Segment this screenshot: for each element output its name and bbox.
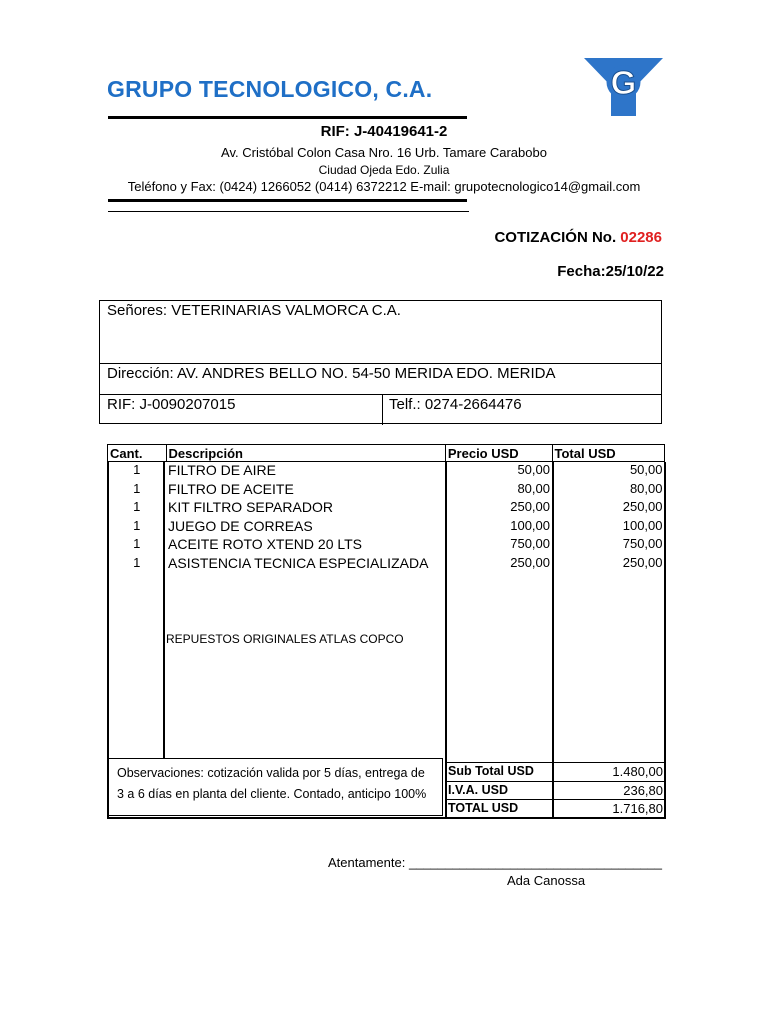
quote-number <box>494 229 662 246</box>
row-description: KIT FILTRO SEPARADOR <box>168 499 333 515</box>
row-total: 750,00 <box>622 536 663 551</box>
logo-letter: G <box>610 64 637 101</box>
row-qty: 1 <box>133 517 141 533</box>
table-header-row <box>108 445 665 462</box>
header-divider-mid <box>108 199 467 202</box>
row-qty: 1 <box>133 554 141 570</box>
client-divider-3 <box>382 394 383 425</box>
company-address: Av. Cristóbal Colon Casa Nro. 16 Urb. Tamare Carabobo <box>221 145 547 160</box>
observations-box <box>107 758 443 816</box>
header-divider-top <box>108 116 467 119</box>
row-price: 80,00 <box>517 480 550 496</box>
quote-label: COTIZACIÓN No. <box>494 229 617 246</box>
row-total: 100,00 <box>622 517 663 533</box>
row-price: 250,00 <box>510 499 550 514</box>
client-box <box>99 300 662 424</box>
row-total: 50,00 <box>629 462 663 477</box>
client-name: Señores: VETERINARIAS VALMORCA C.A. <box>107 302 401 319</box>
table-row <box>108 518 665 537</box>
client-rif: RIF: J-0090207015 <box>107 396 236 413</box>
company-name: GRUPO TECNOLOGICO, C.A. <box>107 76 433 102</box>
row-price: 100,00 <box>510 517 550 533</box>
table-row <box>108 555 665 574</box>
observations-line-1: Observaciones: cotización valida por 5 días, entrega de <box>117 766 425 780</box>
header-divider-bottom <box>108 211 469 212</box>
row-total: 250,00 <box>622 554 663 570</box>
subtotal-value: 1.480,00 <box>612 764 663 779</box>
header-description: Descripción <box>166 445 445 462</box>
company-logo <box>584 58 663 116</box>
client-address: Dirección: AV. ANDRES BELLO NO. 54-50 MERIDA EDO. MERIDA <box>107 365 556 382</box>
iva-value: 236,80 <box>623 783 663 798</box>
total-row <box>446 800 665 818</box>
iva-label: I.V.A. USD <box>448 783 508 797</box>
row-qty: 1 <box>133 462 141 477</box>
subtotal-label: Sub Total USD <box>448 764 534 778</box>
table-row <box>108 462 665 481</box>
quote-number-value: 02286 <box>620 229 662 246</box>
row-description: FILTRO DE ACEITE <box>168 480 294 497</box>
subtotal-row <box>446 763 665 781</box>
table-row <box>108 499 665 518</box>
row-price: 750,00 <box>510 536 550 551</box>
client-divider-1 <box>100 363 661 364</box>
row-description: ACEITE ROTO XTEND 20 LTS <box>168 536 363 552</box>
quote-date: Fecha:25/10/22 <box>557 263 664 280</box>
row-price: 250,00 <box>510 554 550 570</box>
signer-name: Ada Canossa <box>507 873 586 888</box>
company-contact: Teléfono y Fax: (0424) 1266052 (0414) 6372212 E-mail: grupotecnologico14@gmail.com <box>127 179 641 194</box>
header-qty: Cant. <box>108 445 167 462</box>
header-total: Total USD <box>552 445 665 462</box>
observations-line-2: 3 a 6 días en planta del cliente. Contado, anticipo 100% <box>117 787 427 801</box>
row-description: ASISTENCIA TECNICA ESPECIALIZADA <box>168 554 429 571</box>
row-total: 250,00 <box>622 499 663 514</box>
parts-note: REPUESTOS ORIGINALES ATLAS COPCO <box>166 632 404 646</box>
total-label: TOTAL USD <box>448 801 519 815</box>
table-row <box>108 481 665 500</box>
row-description: JUEGO DE CORREAS <box>168 517 313 534</box>
total-value: 1.716,80 <box>612 801 663 816</box>
row-qty: 1 <box>133 499 141 514</box>
table-divider-desc <box>163 462 165 758</box>
client-phone: Telf.: 0274-2664476 <box>389 396 522 413</box>
company-rif: RIF: J-40419641-2 <box>320 123 448 140</box>
company-city: Ciudad Ojeda Edo. Zulia <box>318 163 450 177</box>
row-qty: 1 <box>133 536 141 551</box>
row-price: 50,00 <box>517 462 550 477</box>
header-price: Precio USD <box>445 445 552 462</box>
row-description: FILTRO DE AIRE <box>168 462 276 478</box>
client-divider-2 <box>100 394 661 395</box>
iva-row <box>446 782 665 800</box>
row-qty: 1 <box>133 480 141 496</box>
signature-line: Atentamente: ___________________________________ <box>328 855 662 870</box>
row-total: 80,00 <box>629 480 663 496</box>
table-row <box>108 536 665 555</box>
items-table <box>107 444 665 573</box>
